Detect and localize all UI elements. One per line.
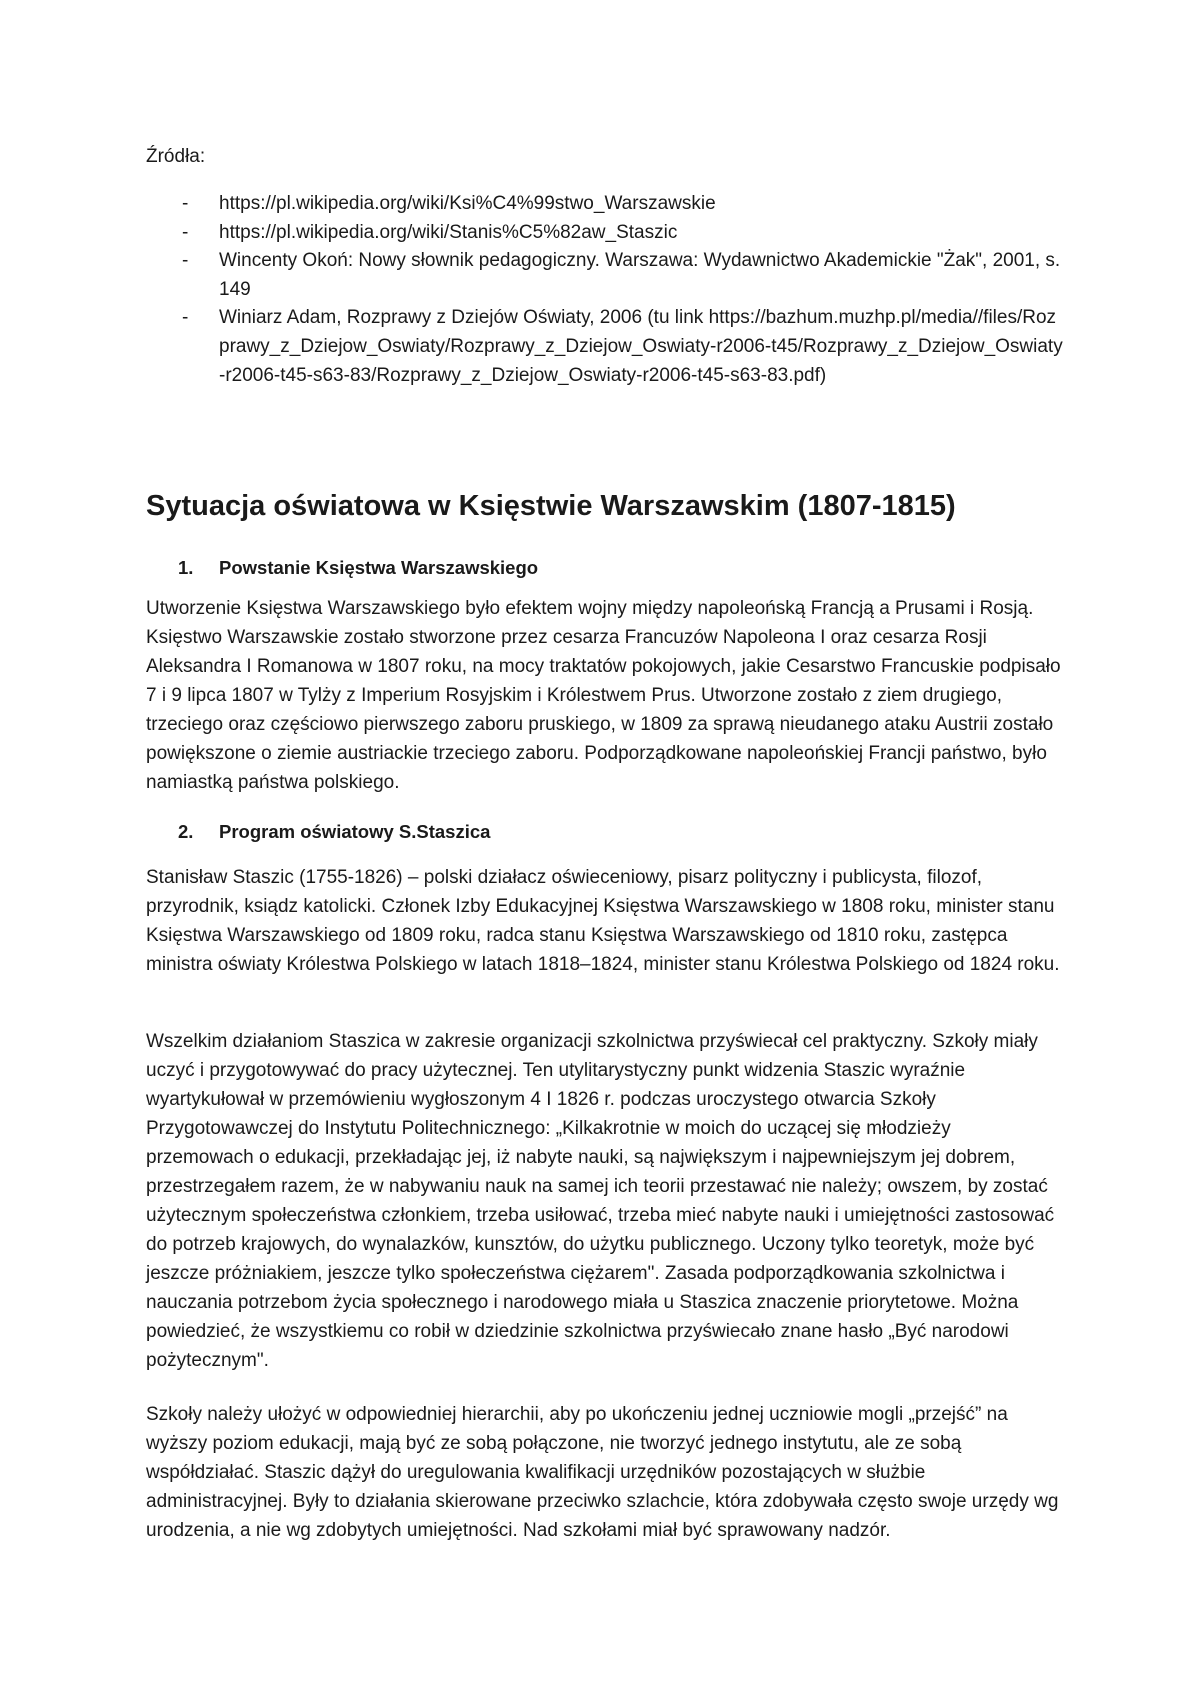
section-heading (178, 557, 538, 579)
list-dash: - (182, 307, 189, 329)
source-text: Wincenty Okoń: Nowy słownik pedagogiczny. Warszawa: Wydawnictwo Akademickie "Żak", 2001, s. 149 (219, 250, 1061, 300)
sources-list (146, 190, 1066, 390)
paragraph: Utworzenie Księstwa Warszawskiego było efektem wojny między napoleońską Francją a Prusami i Rosją. Księstwo Warszawskie zostało stworzone przez cesarza Francuzów Napoleona I oraz cesarza Rosji Aleksandra I Romanowa w 1807 roku, na mocy traktatów pokojowych, jakie Cesarstwo Francuskie podpisało 7 i 9 lipca 1807 w Tylży z Imperium Rosyjskim i Królestwem Prus. Utworzone zostało z ziem drugiego, trzeciego oraz częściowo pierwszego zaboru pruskiego, w 1809 za sprawą nieudanego ataku Austrii zostało powiększone o ziemie austriackie trzeciego zaboru. Podporządkowane napoleońskiej Francji państwo, było namiastką państwa polskiego. (146, 598, 1061, 793)
document-title: Sytuacja oświatowa w Księstwie Warszawskim (1807-1815) (146, 490, 956, 522)
source-item (146, 304, 1066, 390)
source-item (146, 190, 1066, 219)
source-text: https://pl.wikipedia.org/wiki/Ksi%C4%99stwo_Warszawskie (219, 193, 716, 214)
paragraph: Stanisław Staszic (1755-1826) – polski działacz oświeceniowy, pisarz polityczny i publicysta, filozof, przyrodnik, ksiądz katolicki. Członek Izby Edukacyjnej Księstwa Warszawskiego w 1808 roku, minister stanu Księstwa Warszawskiego od 1809 roku, radca stanu Księstwa Warszawskiego od 1810 roku, zastępca ministra oświaty Królestwa Polskiego w latach 1818–1824, minister stanu Królestwa Polskiego od 1824 roku. (146, 867, 1060, 975)
list-dash: - (182, 221, 189, 243)
list-dash: - (182, 193, 189, 214)
paragraph: Szkoły należy ułożyć w odpowiedniej hierarchii, aby po ukończeniu jednej uczniowie mogli „przejść” na wyższy poziom edukacji, mają być ze sobą połączone, nie tworzyć jednego instytutu, ale ze sobą współdziałać. Staszic dążył do uregulowania kwalifikacji urzędników pozostających w służbie administracyjnej. Były to działania skierowane przeciwko szlachcie, która zdobywała często swoje urzędy wg urodzenia, a nie wg zdobytych umiejętności. Nad szkołami miał być sprawowany nadzór. (146, 1404, 1059, 1541)
source-text: https://pl.wikipedia.org/wiki/Stanis%C5%82aw_Staszic (219, 221, 678, 243)
source-item (146, 219, 1066, 248)
section-heading (178, 821, 490, 843)
source-text: Winiarz Adam, Rozprawy z Dziejów Oświaty, 2006 (tu link https://bazhum.muzhp.pl/media//files/Rozprawy_z_Dziejow_Oswiaty/Rozprawy_z_Dziejow_Oswiaty-r2006-t45/Rozprawy_z_Dziejow_Oswiaty-r2006-t45-s63-83/Rozprawy_z_Dziejow_Oswiaty-r2006-t45-s63-83.pdf) (219, 307, 1063, 386)
source-item (146, 247, 1066, 304)
section-number: 2. (178, 821, 194, 842)
list-dash: - (182, 250, 189, 272)
section-heading-text: Program oświatowy S.Staszica (219, 821, 491, 842)
sources-label: Źródła: (146, 146, 206, 167)
paragraph: Wszelkim działaniom Staszica w zakresie organizacji szkolnictwa przyświecał cel praktyczny. Szkoły miały uczyć i przygotowywać do pracy użytecznej. Ten utylitarystyczny punkt widzenia Staszic wyraźnie wyartykułował w przemówieniu wygłoszonym 4 I 1826 r. podczas uroczystego otwarcia Szkoły Przygotowawczej do Instytutu Politechnicznego: „Kilkakrotnie w moich do uczącej się młodzieży przemowach o edukacji, przekładając jej, iż nabyte nauki, są największym i najpewniejszym jej dobrem, przestrzegałem razem, że w nabywaniu nauk na samej ich teorii przestawać nie należy; owszem, by zostać użytecznym społeczeństwa członkiem, trzeba usiłować, trzeba mieć nabyte nauki i umiejętności zastosować do potrzeb krajowych, do wynalazków, kunsztów, do użytku publicznego. Uczony tylko teoretyk, może być jeszcze próżniakiem, jeszcze tylko społeczeństwa ciężarem". Zasada podporządkowania szkolnictwa i nauczania potrzebom życia społecznego i narodowego miała u Staszica znaczenie priorytetowe. Można powiedzieć, że wszystkiemu co robił w dziedzinie szkolnictwa przyświecało znane hasło „Być narodowi pożytecznym". (146, 1031, 1055, 1371)
section-heading-text: Powstanie Księstwa Warszawskiego (219, 557, 539, 578)
section-number: 1. (178, 557, 194, 578)
